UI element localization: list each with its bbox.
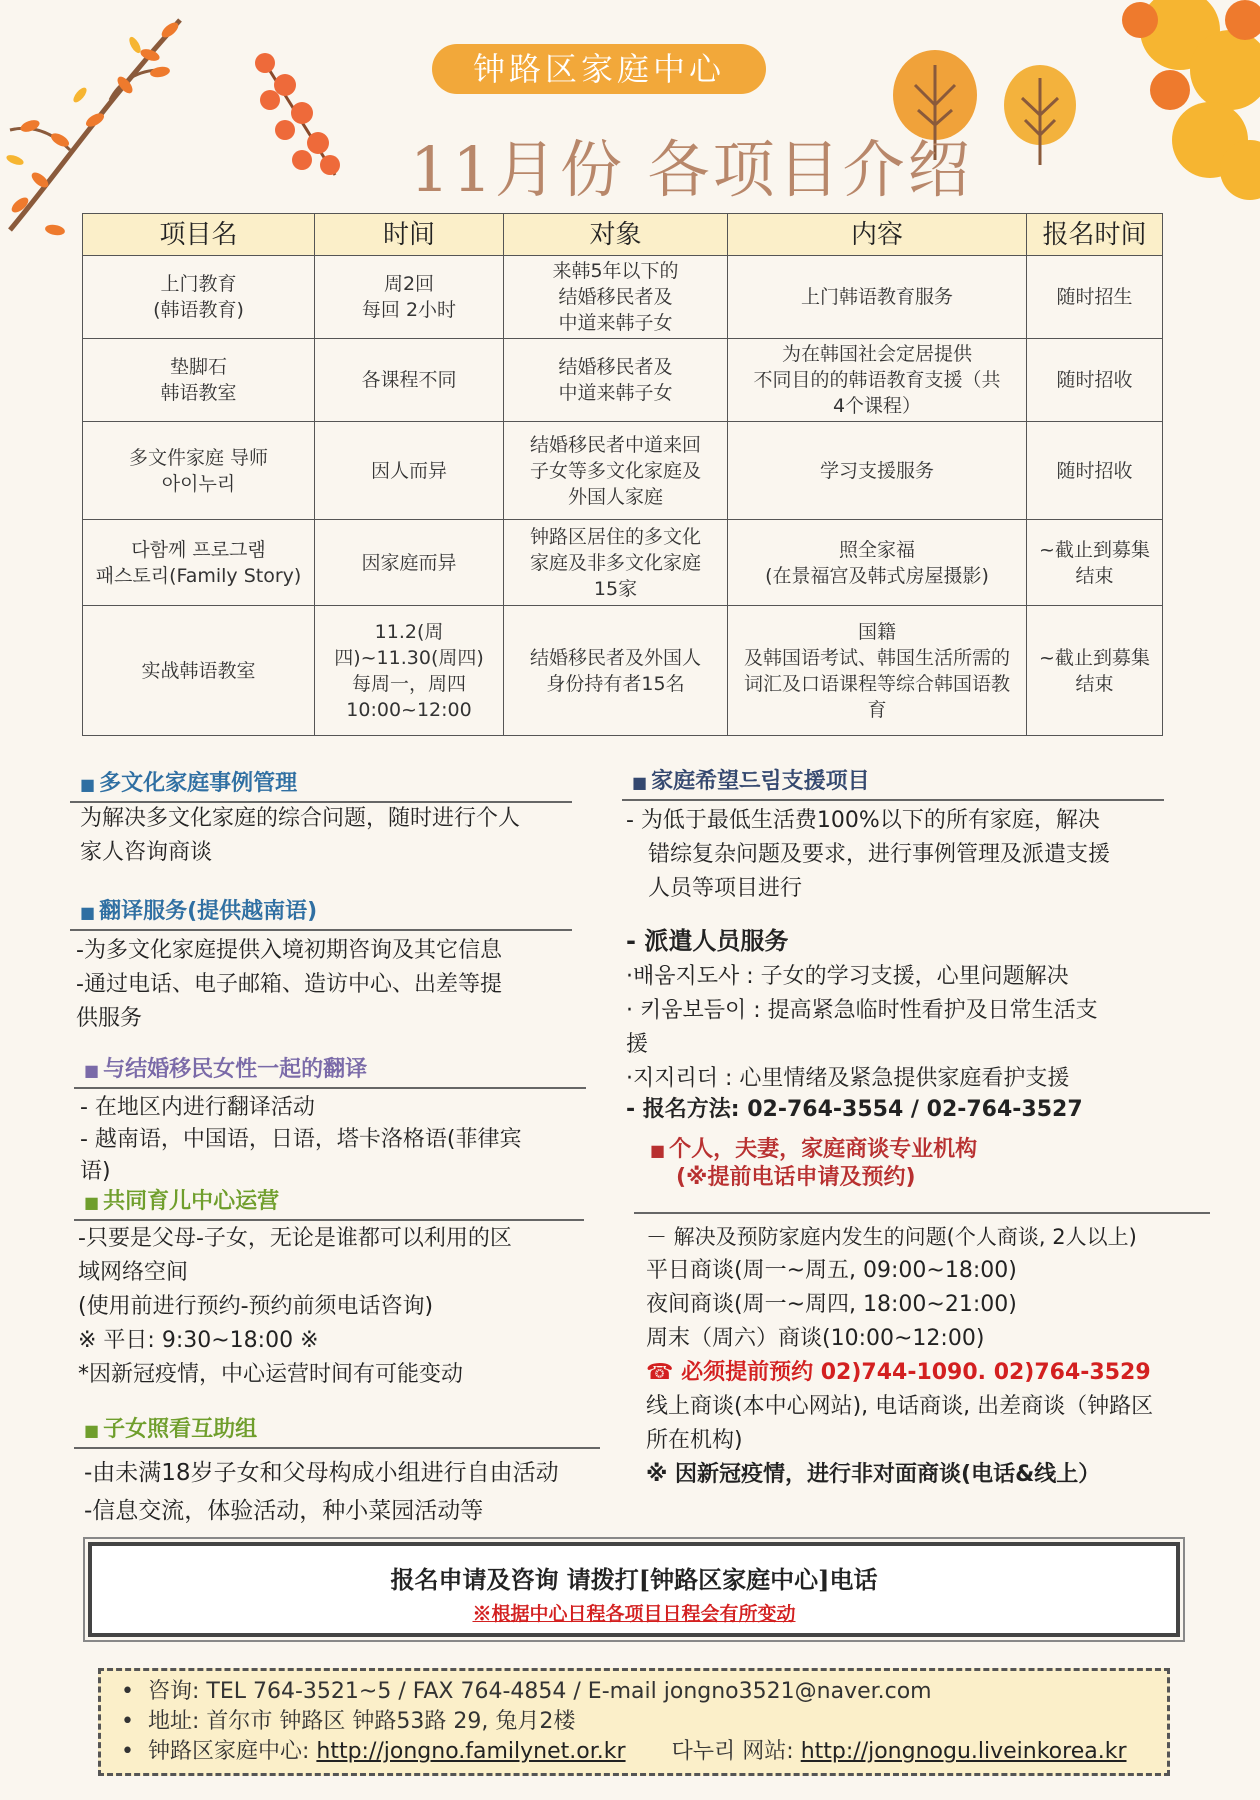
body-line: 人员等项目进行 (648, 876, 803, 901)
table-row (83, 256, 1163, 339)
section-body-care-group (84, 1454, 559, 1530)
table-cell: 学习支援服务 (728, 422, 1027, 520)
body-line: ·지지리더 : 心里情绪及紧急提供家庭看护支援 (626, 1066, 1070, 1091)
body-line: - 为低于最低生活费100%以下的所有家庭，解决 (626, 808, 1100, 833)
program-table (82, 213, 1163, 736)
table-cell: 实战韩语教室 (83, 606, 315, 736)
table-cell: 钟路区居住的多文化 家庭及非多文化家庭 15家 (504, 520, 728, 606)
page-title: 11月份 各项目介绍 (410, 133, 973, 206)
body-line: 援 (626, 1032, 649, 1057)
body-line: 供服务 (76, 1006, 143, 1031)
contact-box (98, 1668, 1170, 1776)
table-cell: 因家庭而异 (315, 520, 504, 606)
section-body-case-management (80, 802, 520, 870)
section-title-text: 翻译服务(提供越南语) (99, 899, 318, 924)
col-header-time: 时间 (315, 214, 504, 256)
section-title-case-management: ■ 多文化家庭事例管理 (70, 762, 572, 803)
bullet: • (121, 1709, 134, 1734)
body-line: ※ 因新冠疫情，进行非对面商谈(电话&线上） (646, 1462, 1101, 1487)
body-line: 线上商谈(本中心网站), 电话商谈, 出差商谈（钟路区 (646, 1394, 1154, 1419)
col-header-content: 内容 (728, 214, 1027, 256)
body-line: *因新冠疫情，中心运营时间有可能变动 (78, 1362, 464, 1387)
table-cell: 11.2(周 四)~11.30(周四) 每周一，周四 10:00~12:00 (315, 606, 504, 736)
section-title-family-hope: ■ 家庭希望드림支援项目 (622, 760, 1164, 801)
body-line: -信息交流，体验活动，种小菜园活动等 (84, 1498, 484, 1524)
table-row (83, 606, 1163, 736)
site-label: 钟路区家庭中心: (147, 1739, 317, 1764)
table-row (83, 520, 1163, 606)
counseling-divider (634, 1212, 1210, 1214)
table-cell: 各课程不同 (315, 339, 504, 422)
section-title-text: 个人，夫妻，家庭商谈专业机构 (669, 1137, 978, 1162)
table-header-row (83, 214, 1163, 256)
body-line: 域网络空间 (78, 1260, 189, 1285)
table-cell: 随时招收 (1027, 339, 1163, 422)
table-row (83, 339, 1163, 422)
danuri-website-link[interactable]: http://jongnogu.liveinkorea.kr (800, 1739, 1127, 1764)
body-line: 平日商谈(周一~周五, 09:00~18:00) (646, 1258, 1017, 1283)
table-cell: 照全家福 (在景福宫及韩式房屋摄影) (728, 520, 1027, 606)
col-header-signup: 报名时间 (1027, 214, 1163, 256)
table-cell: 随时招收 (1027, 422, 1163, 520)
portal-label: 다누리 网站: (671, 1739, 801, 1764)
table-cell: 来韩5年以下的 结婚移民者及 中道来韩子女 (504, 256, 728, 339)
bullet: • (121, 1739, 134, 1764)
body-line: - 越南语，中国语，日语，塔卡洛格语(菲律宾 (80, 1127, 522, 1152)
table-cell: 上门教育 (韩语教育) (83, 256, 315, 339)
section-title-text: 共同育儿中心运营 (103, 1189, 280, 1214)
body-line: 周末（周六）商谈(10:00~12:00) (646, 1326, 985, 1351)
body-line: -通过电话、电子邮箱、造访中心、出差等提 (76, 972, 502, 997)
table-row (83, 422, 1163, 520)
body-line: － 解决及预防家庭内发生的问题(个人商谈, 2人以上) (646, 1225, 1137, 1249)
table-cell: 为在韩国社会定居提供 不同目的的韩语教育支援（共 4个课程） (728, 339, 1027, 422)
table-cell: 다함께 프로그램 패스토리(Family Story) (83, 520, 315, 606)
contact-row-sites (121, 1737, 1147, 1767)
section-body-dispatch (626, 922, 1098, 1124)
section-title-interpretation: ■ 与结婚移民女性一起的翻译 (74, 1048, 586, 1089)
table-cell: 国籍 及韩国语考试、韩国生活所需的 词汇及口语课程等综合韩国语教 育 (728, 606, 1027, 736)
center-name-badge: 钟路区家庭中心 (432, 44, 766, 94)
phone-line: - 报名方法: 02-764-3554 / 02-764-3527 (626, 1097, 1083, 1122)
section-title-translation: ■ 翻译服务(提供越南语) (70, 890, 572, 931)
body-line: (使用前进行预约-预约前须电话咨询) (78, 1294, 434, 1319)
table-cell: 随时招生 (1027, 256, 1163, 339)
section-body-family-hope (626, 804, 1110, 906)
body-line: 语) (80, 1159, 111, 1184)
table-cell: 周2回 每回 2小时 (315, 256, 504, 339)
table-cell: ~截止到募集 结束 (1027, 606, 1163, 736)
table-cell: 结婚移民者及外国人 身份持有者15名 (504, 606, 728, 736)
body-line: 家人咨询商谈 (80, 840, 213, 865)
body-line: 错综复杂问题及要求，进行事例管理及派遣支援 (648, 842, 1111, 867)
table-cell: 结婚移民者及 中道来韩子女 (504, 339, 728, 422)
autumn-leaves-corner-icon (1060, 0, 1260, 200)
notice-line-2: ※根据中心日程各项目日程会有所变动 (472, 1603, 796, 1625)
contact-tel: 咨询: TEL 764-3521~5 / FAX 764-4854 / E-mail jongno3521@naver.com (147, 1679, 932, 1704)
body-line: · 키움보듬이 : 提高紧急临时性看护及日常生活支 (626, 998, 1098, 1023)
center-website-link[interactable]: http://jongno.familynet.or.kr (316, 1739, 626, 1764)
body-line: 所在机构) (646, 1428, 743, 1453)
section-title-counseling: ■ 个人，夫妻，家庭商谈专业机构 (650, 1137, 978, 1162)
section-body-childcare-center (78, 1222, 512, 1392)
contact-row-tel (121, 1677, 1147, 1707)
section-title-care-group: ■ 子女照看互助组 (74, 1408, 600, 1449)
body-line: -只要是父母-子女，无论是谁都可以利用的区 (78, 1226, 512, 1251)
section-body-counseling (646, 1220, 1153, 1492)
col-header-program: 项目名 (83, 214, 315, 256)
section-title-text: 多文化家庭事例管理 (99, 771, 298, 796)
table-cell: 上门韩语教育服务 (728, 256, 1027, 339)
section-body-translation (76, 934, 502, 1036)
table-cell: 多文件家庭 导师 아이누리 (83, 422, 315, 520)
dispatch-heading: - 派遣人员服务 (626, 927, 789, 955)
section-title-text: 家庭希望드림支援项目 (651, 769, 870, 794)
contact-row-address (121, 1707, 1147, 1737)
table-cell: 垫脚石 韩语教室 (83, 339, 315, 422)
table-cell: 结婚移民者中道来回 子女等多文化家庭及 外国人家庭 (504, 422, 728, 520)
notice-line-1: 报名申请及咨询 请拨打[钟路区家庭中心]电话 (390, 1565, 878, 1594)
contact-address: 地址: 首尔市 钟路区 钟路53路 29, 兔月2楼 (147, 1709, 576, 1734)
body-line: 为解决多文化家庭的综合问题，随时进行个人 (80, 806, 521, 831)
body-line: -为多文化家庭提供入境初期咨询及其它信息 (76, 938, 502, 963)
section-body-interpretation (80, 1092, 522, 1188)
section-title-text: 子女照看互助组 (103, 1417, 258, 1442)
section-title-text: 与结婚移民女性一起的翻译 (103, 1057, 368, 1082)
section-subtitle-counseling: (※提前电话申请及预约) (676, 1165, 916, 1190)
reservation-phone: ☎ 必须提前预约 02)744-1090. 02)764-3529 (646, 1360, 1151, 1385)
body-line: -由未满18岁子女和父母构成小组进行自由活动 (84, 1460, 559, 1486)
bullet: • (121, 1679, 134, 1704)
col-header-target: 对象 (504, 214, 728, 256)
autumn-leaf-sprig-icon (240, 45, 350, 185)
body-line: ※ 平日: 9:30~18:00 ※ (78, 1328, 319, 1353)
section-title-childcare-center: ■ 共同育儿中心运营 (74, 1180, 584, 1221)
table-cell: 因人而异 (315, 422, 504, 520)
signup-notice-box (88, 1542, 1180, 1637)
body-line: ·배움지도사 : 子女的学习支援，心里问题解决 (626, 964, 1069, 989)
body-line: - 在地区内进行翻译活动 (80, 1095, 315, 1120)
body-line: 夜间商谈(周一~周四, 18:00~21:00) (646, 1292, 1017, 1317)
table-cell: ~截止到募集 结束 (1027, 520, 1163, 606)
